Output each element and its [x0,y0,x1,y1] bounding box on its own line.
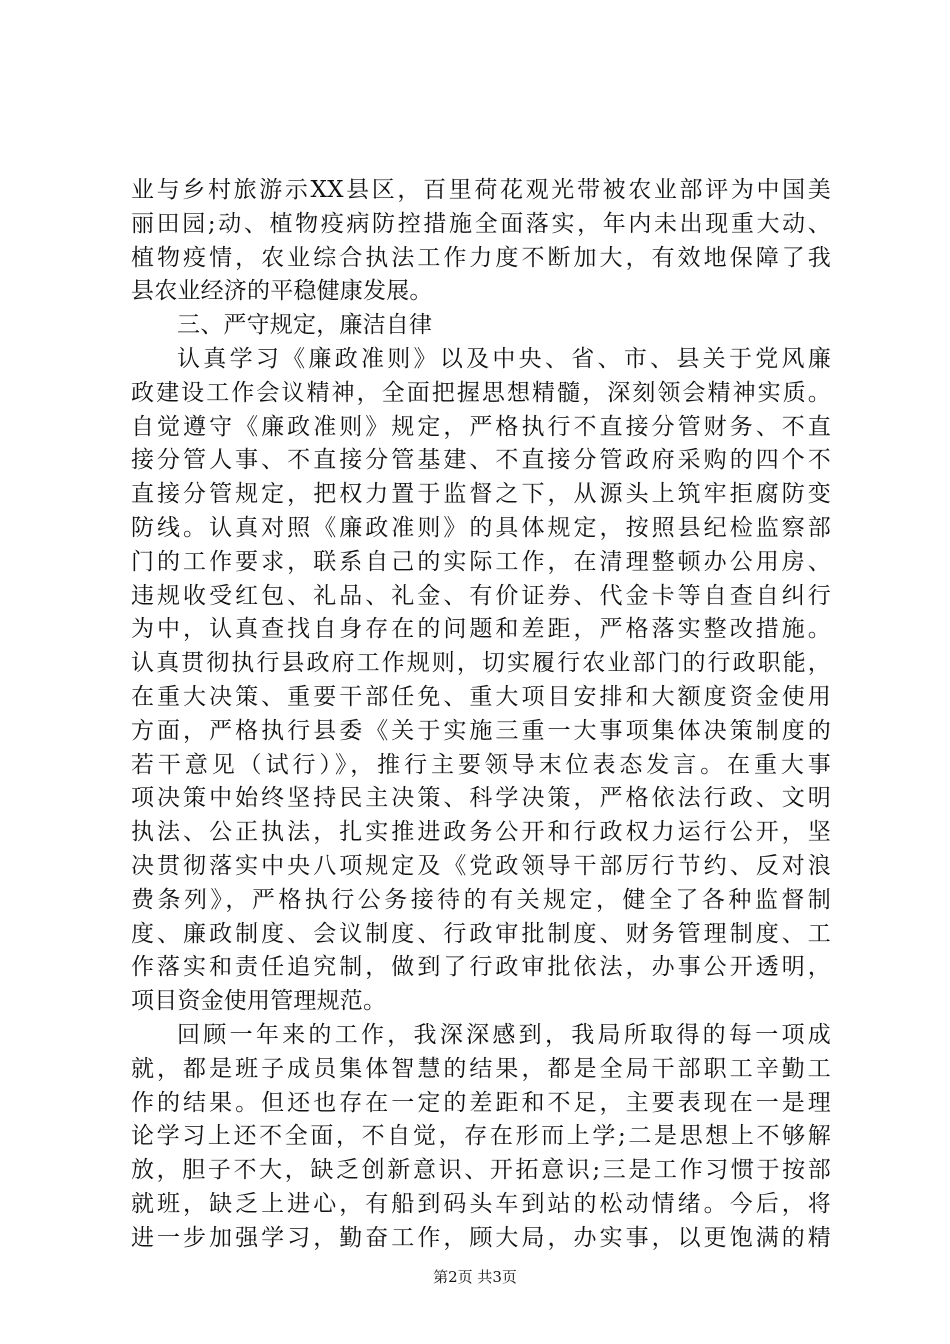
text-line: 在重大决策、重要干部任免、重大项目安排和大额度资金使用 [131,683,831,710]
text-line: 若干意见（试行）》，推行主要领导末位表态发言。在重大事 [131,751,831,778]
text-line: 就班，缺乏上进心，有船到码头车到站的松动情绪。今后，将 [131,1190,831,1217]
text-line: 论学习上还不全面，不自觉，存在形而上学;二是思想上不够解 [131,1123,831,1150]
text-line: 自觉遵守《廉政准则》规定，严格执行不直接分管财务、不直 [131,413,831,440]
text-line: 决贯彻落实中央八项规定及《党政领导干部厉行节约、反对浪 [131,852,831,879]
paragraph-first-line: 认真学习《廉政准则》以及中央、省、市、县关于党风廉 [177,345,831,372]
text-line: 项目资金使用管理规范。 [131,988,387,1015]
text-line: 植物疫情，农业综合执法工作力度不断加大，有效地保障了我 [131,244,831,271]
text-line: 县农业经济的平稳健康发展。 [131,278,433,305]
text-line: 作落实和责任追究制，做到了行政审批依法，办事公开透明， [131,954,831,981]
text-line: 门的工作要求，联系自己的实际工作，在清理整顿办公用房、 [131,548,831,575]
text-line: 防线。认真对照《廉政准则》的具体规定，按照县纪检监察部 [131,514,831,541]
text-line: 违规收受红包、礼品、礼金、有价证券、代金卡等自查自纠行 [131,582,831,609]
text-line: 政建设工作会议精神，全面把握思想精髓，深刻领会精神实质。 [131,379,831,406]
text-line: 认真贯彻执行县政府工作规则，切实履行农业部门的行政职能， [131,650,831,677]
text-line: 项决策中始终坚持民主决策、科学决策，严格依法行政、文明 [131,785,831,812]
text-line: 进一步加强学习，勤奋工作，顾大局，办实事，以更饱满的精 [131,1224,831,1251]
text-line: 业与乡村旅游示XX县区，百里荷花观光带被农业部评为中国美 [131,177,831,203]
text-line: 丽田园;动、植物疫病防控措施全面落实，年内未出现重大动、 [131,210,831,237]
text-line: 费条列》，严格执行公务接待的有关规定，健全了各种监督制 [131,886,831,913]
text-line: 放，胆子不大，缺乏创新意识、开拓意识;三是工作习惯于按部 [131,1157,831,1184]
text-line: 作的结果。但还也存在一定的差距和不足，主要表现在一是理 [131,1089,831,1116]
paragraph-first-line: 回顾一年来的工作，我深深感到，我局所取得的每一项成 [177,1021,831,1048]
text-line: 度、廉政制度、会议制度、行政审批制度、财务管理制度、工 [131,920,831,947]
section-heading: 三、严守规定，廉洁自律 [177,312,433,339]
text-line: 就，都是班子成员集体智慧的结果，都是全局干部职工辛勤工 [131,1055,831,1082]
page-number-footer: 第2页 共3页 [433,1268,517,1286]
text-line: 为中，认真查找自身存在的问题和差距，严格落实整改措施。 [131,616,831,643]
document-body [131,174,831,1256]
text-line: 执法、公正执法，扎实推进政务公开和行政权力运行公开，坚 [131,819,831,846]
text-line: 接分管人事、不直接分管基建、不直接分管政府采购的四个不 [131,447,831,474]
text-line: 方面，严格执行县委《关于实施三重一大事项集体决策制度的 [131,717,831,744]
text-line: 直接分管规定，把权力置于监督之下，从源头上筑牢拒腐防变 [131,481,831,508]
